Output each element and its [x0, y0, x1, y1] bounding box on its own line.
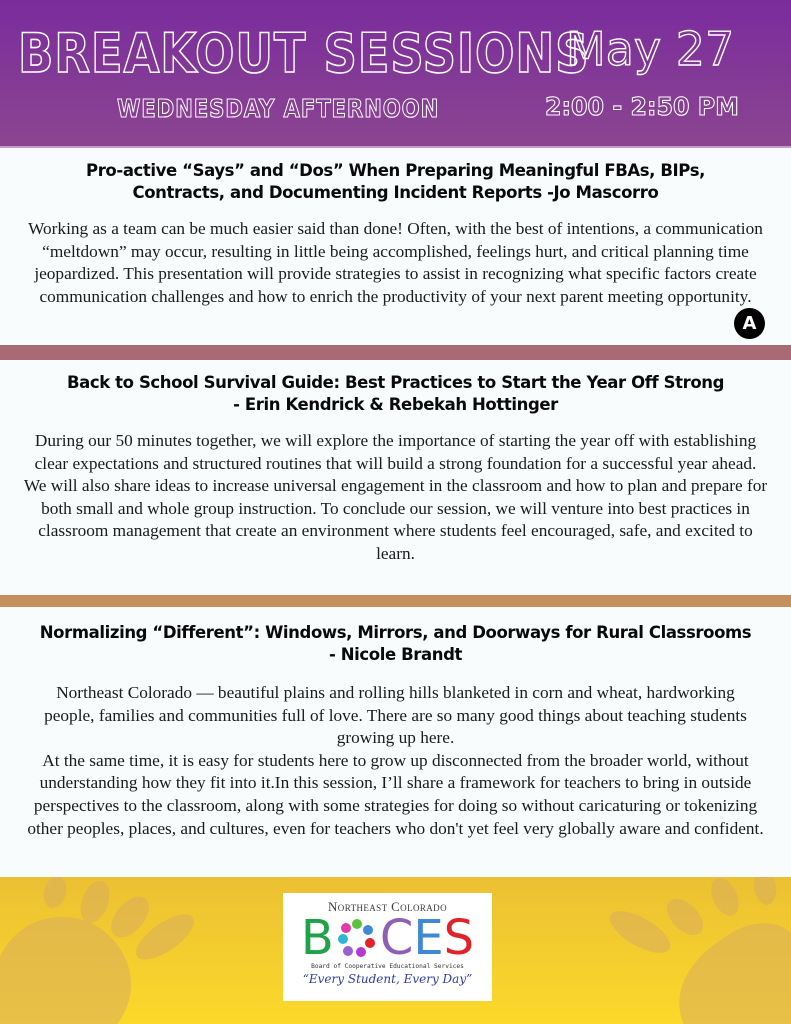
session-3 [0, 622, 791, 840]
session-1-title-line1: Pro-active “Says” and “Dos” When Preparing Meaningful FBAs, BIPs, [86, 161, 705, 180]
session-1-title-line2: Contracts, and Documenting Incident Reports -Jo Mascorro [132, 183, 659, 202]
session-1-title [0, 160, 791, 204]
logo-letter-b: B [300, 910, 334, 966]
event-date: May 27 [566, 22, 735, 76]
session-3-title-line1: Normalizing “Different”: Windows, Mirrors, and Doorways for Rural Classrooms [39, 623, 752, 642]
boces-logo [283, 893, 492, 1001]
divider-tan [0, 595, 791, 607]
colorful-hands-icon [335, 916, 379, 960]
handprint-icon [575, 877, 791, 1024]
event-day: WEDNESDAY AFTERNOON [117, 94, 440, 123]
event-time: 2:00 - 2:50 PM [545, 92, 739, 121]
session-3-paragraph-1: Northeast Colorado — beautiful plains and rolling hills blanketed in corn and wheat, hardworking people, families and communities full of love. There are so many good things about teaching students growing up here. [44, 683, 747, 748]
session-badge-a: A [734, 308, 765, 339]
session-3-title-line2: - Nicole Brandt [328, 645, 463, 664]
logo-tagline: “Every Student, Every Day” [302, 972, 473, 986]
session-2-title [0, 372, 791, 416]
session-2-title-line1: Back to School Survival Guide: Best Practices to Start the Year Off Strong [66, 373, 725, 392]
logo-org-name: Northeast Colorado [328, 899, 447, 914]
page-title: BREAKOUT SESSIONS [18, 22, 590, 85]
session-1 [0, 160, 791, 308]
logo-subtitle: Board of Cooperative Educational Services [311, 963, 464, 970]
logo-wordmark [283, 910, 492, 966]
session-3-title [0, 622, 791, 666]
session-3-description [0, 682, 791, 840]
session-2-description: During our 50 minutes together, we will explore the importance of starting the year off with establishing clear expectations and structured routines that will build a strong foundation for a successful year ahead. We will also share ideas to increase universal engagement in the classroom and how to plan and prepare for both small and whole group instruction. To conclude our session, we will venture into best practices in classroom management that create an environment where students feel encouraged, safe, and excited to learn. [23, 431, 768, 563]
session-2-title-line2: - Erin Kendrick & Rebekah Hottinger [233, 395, 558, 414]
session-2 [0, 372, 791, 566]
session-1-description: Working as a team can be much easier said than done! Often, with the best of intentions, a communication “meltdown” may occur, resulting in little being accomplished, feelings hurt, and critical planning time jeopardized. This presentation will provide strategies to assist in recognizing what specific factors create communication challenges and how to enrich the productivity of your next parent meeting opportunity. [28, 219, 763, 306]
header-banner [0, 0, 791, 148]
session-3-paragraph-2: At the same time, it is easy for students here to grow up disconnected from the broader world, without understanding how they fit into it.In this session, I’ll share a framework for teachers to bring in outside perspectives to the classroom, along with some strategies for doing so without caricaturing or tokenizing other peoples, places, and cultures, even for teachers who don't yet feel very globally aware and confident. [27, 750, 764, 838]
handprint-icon [0, 877, 230, 1024]
logo-letter-s: S [443, 910, 475, 966]
divider-mauve [0, 345, 791, 360]
logo-letter-c: C [379, 910, 414, 966]
logo-letter-e: E [413, 910, 444, 966]
